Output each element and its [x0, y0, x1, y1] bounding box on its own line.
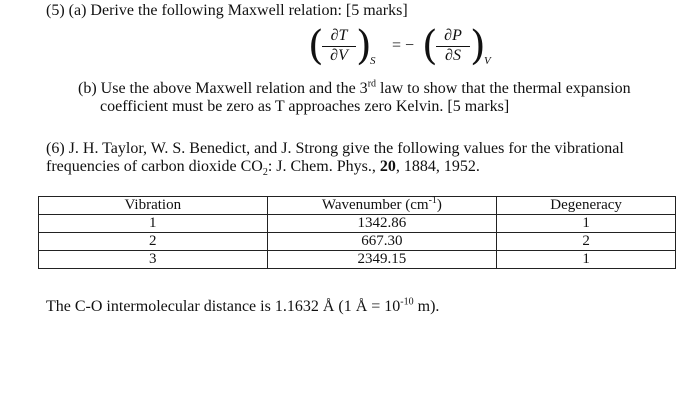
- maxwell-equation: [308, 23, 518, 70]
- rhs-subscript: V: [484, 55, 491, 67]
- q6-line2: [46, 158, 480, 179]
- left-paren-1: (: [308, 23, 324, 69]
- header-degeneracy: Degeneracy: [497, 197, 676, 215]
- journal-volume: 20: [379, 158, 396, 175]
- q6-text-mid: : J. Chem. Phys.,: [267, 158, 380, 175]
- left-paren-2: (: [422, 23, 438, 69]
- header-wavenumber-pre: Wavenumber (cm: [321, 197, 429, 213]
- footer-text-pre: The C-O intermolecular distance is 1.1632 Å (1 Å = 10: [46, 298, 401, 315]
- q6-text-post: , 1884, 1952.: [395, 158, 480, 175]
- header-wavenumber: [267, 197, 497, 215]
- cell-degeneracy: 1: [497, 215, 676, 233]
- table-row: [39, 233, 676, 251]
- footer-text-post: m).: [413, 298, 440, 315]
- rhs-numerator: ∂P: [444, 27, 462, 44]
- lhs-denominator: ∂V: [330, 47, 348, 64]
- cell-degeneracy: 2: [497, 233, 676, 251]
- table-row: [39, 215, 676, 233]
- right-paren-1: ): [356, 23, 372, 69]
- lhs-numerator: ∂T: [330, 27, 348, 44]
- vibration-table: [38, 196, 676, 269]
- equals-minus: = −: [392, 37, 415, 54]
- header-vibration: Vibration: [39, 197, 268, 215]
- right-paren-2: ): [470, 23, 486, 69]
- cell-wavenumber: 667.30: [267, 233, 497, 251]
- lhs-fraction: [322, 27, 356, 65]
- header-wavenumber-post: ): [436, 197, 442, 213]
- cell-vibration: 1: [39, 215, 268, 233]
- cell-degeneracy: 1: [497, 251, 676, 269]
- footer-superscript: -10: [400, 296, 414, 308]
- table-header-row: [39, 197, 676, 215]
- q6-line1: (6) J. H. Taylor, W. S. Benedict, and J. Strong give the following values for the vibrational: [46, 140, 624, 157]
- cell-vibration: 3: [39, 251, 268, 269]
- q5b-superscript: rd: [367, 78, 377, 90]
- cell-vibration: 2: [39, 233, 268, 251]
- rhs-fraction: [436, 27, 470, 65]
- intermolecular-distance-text: [46, 298, 439, 316]
- q5a-text: (5) (a) Derive the following Maxwell relation: [5 marks]: [46, 2, 408, 19]
- header-wavenumber-sup: -1: [428, 195, 437, 206]
- q5b-text-post: law to show that the thermal expansion: [376, 80, 631, 97]
- co2-subscript: 2: [262, 167, 268, 179]
- cell-wavenumber: 1342.86: [267, 215, 497, 233]
- cell-wavenumber: 2349.15: [267, 251, 497, 269]
- q6-text-pre: frequencies of carbon dioxide CO: [46, 158, 263, 175]
- table-row: [39, 251, 676, 269]
- q5b-line1: [78, 80, 631, 98]
- q5b-line2: coefficient must be zero as T approaches zero Kelvin. [5 marks]: [100, 98, 510, 115]
- rhs-denominator: ∂S: [445, 47, 461, 64]
- q5b-text-pre: (b) Use the above Maxwell relation and the 3: [78, 80, 368, 97]
- lhs-subscript: S: [370, 55, 376, 67]
